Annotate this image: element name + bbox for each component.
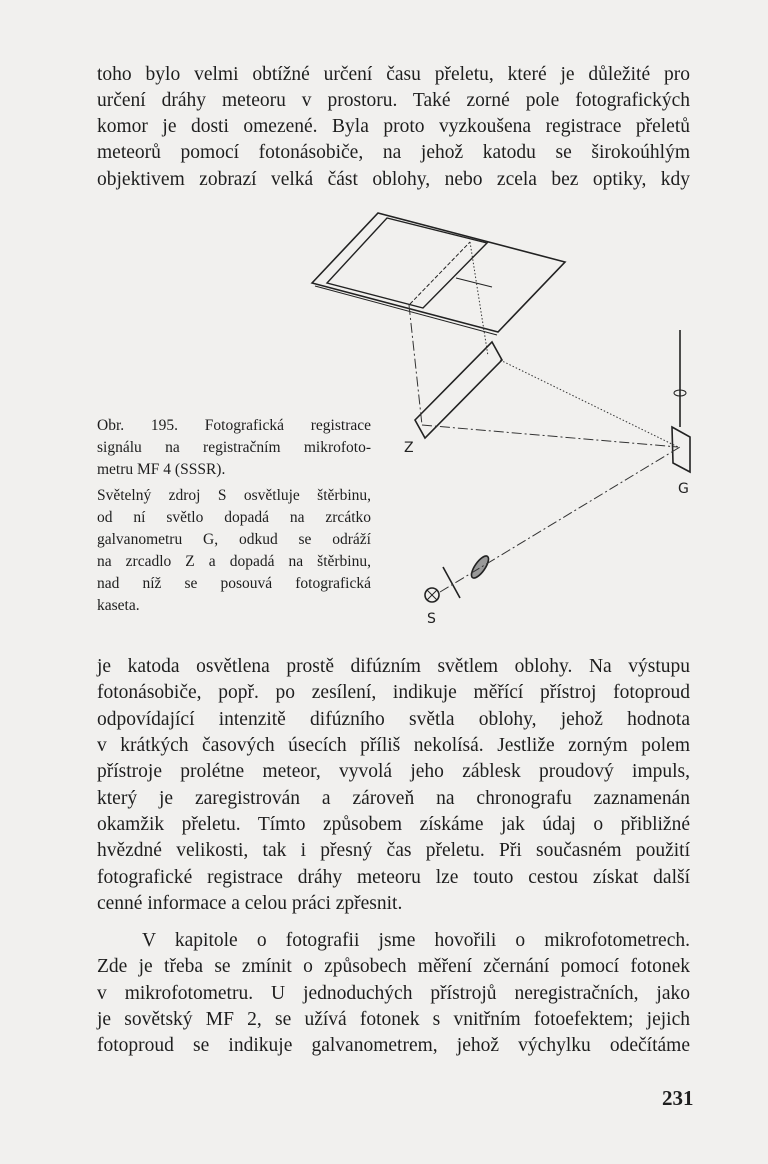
caption-line: Obr. 195. Fotografická registrace — [97, 417, 371, 434]
slit — [443, 567, 460, 598]
caption-line: od ní světlo dopadá na zrcátko — [97, 509, 371, 526]
caption-line: kaseta. — [97, 597, 140, 614]
text-line: hvězdné velikosti, tak i přesný čas přeletu. Při současném použití — [97, 840, 690, 861]
caption-line: Světelný zdroj S osvětluje štěrbinu, — [97, 487, 371, 504]
text-line: odpovídající intenzitě difúzního světla oblohy, jehož hodnota — [97, 709, 690, 730]
text-line: přístroje prolétne meteor, vyvolá jeho záblesk proudový impuls, — [97, 761, 690, 782]
page-number: 231 — [662, 1086, 694, 1110]
text-line: fotonásobiče, popř. po zesílení, indikuje měřící přístroj fotoproud — [97, 682, 690, 703]
label-g: G — [678, 481, 689, 497]
label-z: Z — [404, 440, 414, 456]
lens — [468, 553, 491, 580]
caption-line: nad níž se posouvá fotografická — [97, 575, 371, 592]
caption-line: signálu na registračním mikrofoto- — [97, 439, 371, 456]
caption-line: galvanometru G, odkud se odráží — [97, 531, 371, 548]
mirror-g — [672, 427, 690, 472]
text-line: Zde je třeba se zmínit o způsobech měření zčernání pomocí fotonek — [97, 956, 690, 977]
text-line: v mikrofotometru. U jednoduchých přístrojů neregistračních, jako — [97, 983, 690, 1004]
text-line: V kapitole o fotografii jsme hovořili o mikrofotometrech. — [142, 930, 690, 951]
cassette-frame — [327, 218, 487, 308]
text-line: cenné informace a celou práci zpřesnit. — [97, 893, 403, 914]
text-line: komor je dosti omezené. Byla proto vyzkoušena registrace přeletů — [97, 116, 690, 137]
text-line: určení dráhy meteoru v prostoru. Také zorné pole fotografických — [97, 90, 690, 111]
text-line: okamžik přeletu. Tímto způsobem získáme jak údaj o přibližné — [97, 814, 690, 835]
text-line: meteorů pomocí fotonásobiče, na jehož katodu se širokoúhlým — [97, 142, 690, 163]
caption-line: na zrcadlo Z a dopadá na štěrbinu, — [97, 553, 371, 570]
text-line: je sovětský MF 2, se užívá fotonek s vnitřním fotoefektem; jejich — [97, 1009, 690, 1030]
label-s: S — [427, 611, 436, 627]
text-line: objektivem zobrazí velká část oblohy, nebo zcela bez optiky, kdy — [97, 169, 690, 190]
mirror-z — [415, 342, 502, 438]
text-line: který je zaregistrován a zároveň na chronografu zaznamenán — [97, 788, 690, 809]
motion-arrow — [456, 278, 492, 287]
text-line: fotoproud se indikuje galvanometrem, jehož výchylku odečítáme — [97, 1035, 690, 1056]
text-line: toho bylo velmi obtížné určení času přeletu, které je důležité pro — [97, 64, 690, 85]
text-line: je katoda osvětlena prostě difúzním světlem oblohy. Na výstupu — [97, 656, 690, 677]
text-line: v krátkých časových úsecích příliš nekolísá. Jestliže zorným polem — [97, 735, 690, 756]
caption-line: metru MF 4 (SSSR). — [97, 461, 226, 478]
text-line: fotografické registrace dráhy meteoru lze touto cestou získat další — [97, 867, 690, 888]
